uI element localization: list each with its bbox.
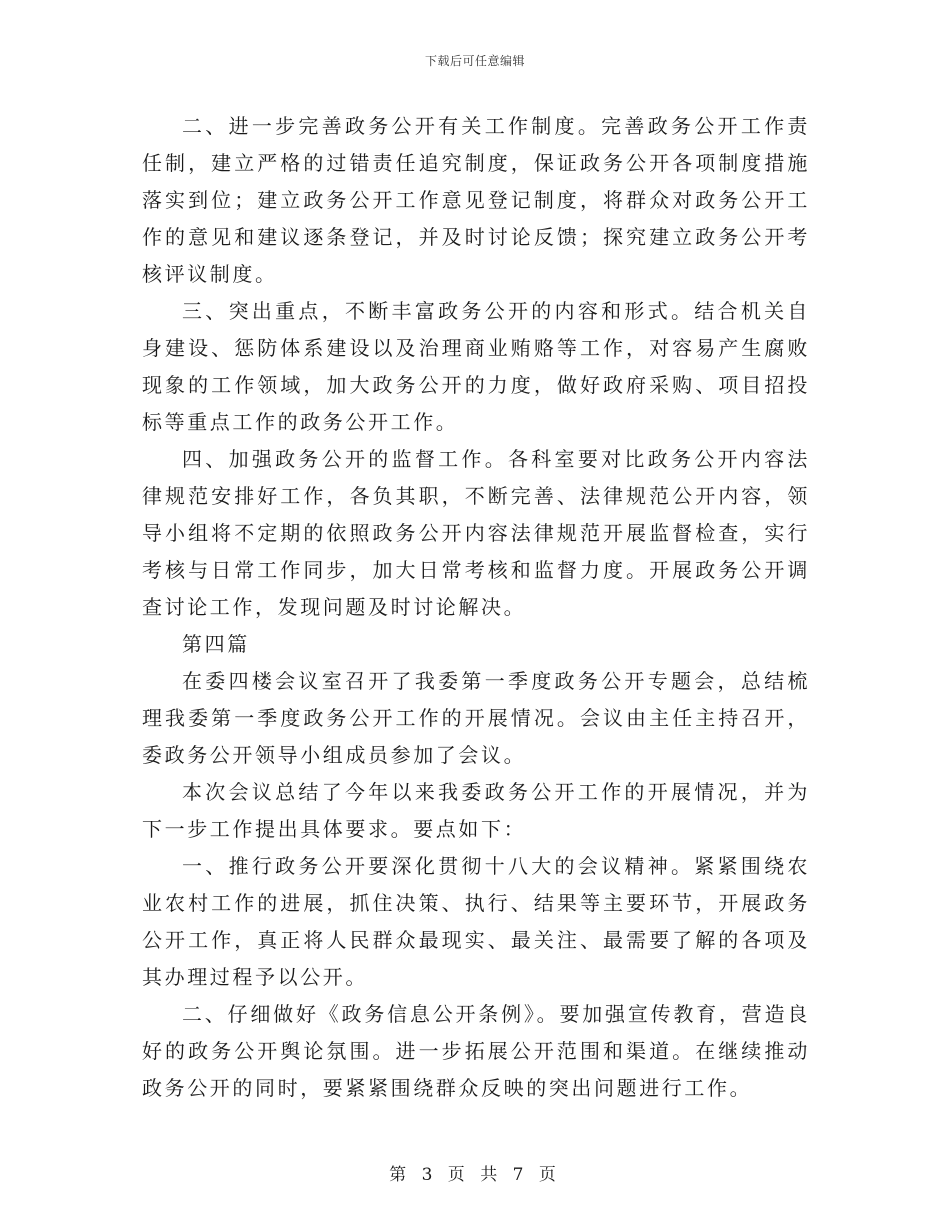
paragraph-section-two: 二、进一步完善政务公开有关工作制度。完善政务公开工作责任制，建立严格的过错责任追究制度，保证政务公开各项制度措施落实到位；建立政务公开工作意见登记制度，将群众对政务公开工作的意见和建议逐条登记，并及时讨论反馈；探究建立政务公开考核评议制度。 — [142, 114, 810, 286]
page-number-footer: 第 3 页 共 7 页 — [389, 1165, 561, 1185]
paragraph-meeting-intro: 在委四楼会议室召开了我委第一季度政务公开专题会，总结梳理我委第一季度政务公开工作的开展情况。会议由主任主持召开，委政务公开领导小组成员参加了会议。 — [142, 669, 810, 767]
paragraph-point-one: 一、推行政务公开要深化贯彻十八大的会议精神。紧紧围绕农业农村工作的进展，抓住决策、执行、结果等主要环节，开展政务公开工作，真正将人民群众最现实、最关注、最需要了解的各项及其办理过程予以公开。 — [142, 854, 810, 989]
document-body — [142, 108, 810, 1107]
page-header: 下载后可任意编辑 — [424, 54, 525, 68]
paragraph-section-four: 四、加强政务公开的监督工作。各科室要对比政务公开内容法律规范安排好工作，各负其职，不断完善、法律规范公开内容，领导小组将不定期的依照政务公开内容法律规范开展监督检查，实行考核与日常工作同步，加大日常考核和监督力度。开展政务公开调查讨论工作，发现问题及时讨论解决。 — [142, 447, 810, 619]
paragraph-point-two: 二、仔细做好《政务信息公开条例》。要加强宣传教育，营造良好的政务公开舆论氛围。进一步拓展公开范围和渠道。在继续推动政务公开的同时，要紧紧围绕群众反映的突出问题进行工作。 — [142, 1002, 810, 1100]
paragraph-meeting-summary: 本次会议总结了今年以来我委政务公开工作的开展情况，并为下一步工作提出具体要求。要点如下： — [142, 780, 810, 841]
paragraph-section-three: 三、突出重点，不断丰富政务公开的内容和形式。结合机关自身建设、惩防体系建设以及治理商业贿赂等工作，对容易产生腐败现象的工作领域，加大政务公开的力度，做好政府采购、项目招投标等重点工作的政务公开工作。 — [142, 299, 810, 434]
section-heading-part-four: 第四篇 — [182, 632, 250, 656]
